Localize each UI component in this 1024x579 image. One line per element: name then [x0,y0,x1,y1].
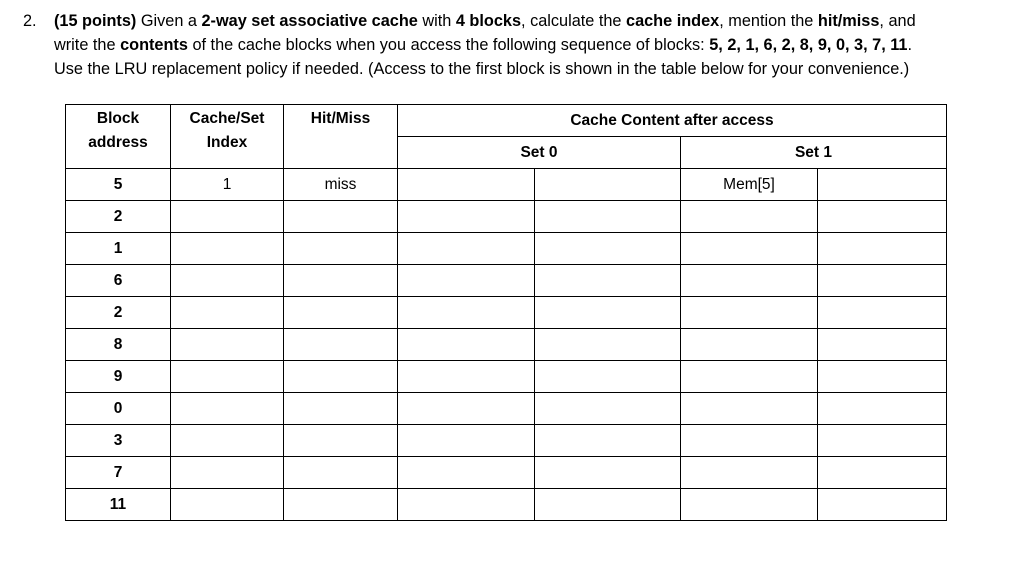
question-bold-text: cache index [626,12,720,30]
set0-way0-cell [398,169,535,201]
header-index-line1: Cache/Set [189,110,265,127]
header-block-address [66,105,171,169]
block-address-cell: 8 [66,329,171,361]
set1-way1-cell [818,201,947,233]
question-bold-text: 5, 2, 1, 6, 2, 8, 9, 0, 3, 7, 11 [709,36,908,54]
hit-miss-cell [284,425,398,457]
table-row [66,297,947,329]
table-row [66,457,947,489]
set0-way1-cell [535,457,681,489]
table-row [66,265,947,297]
question-text [54,9,1014,81]
header-cache-set-index [171,105,284,169]
question-line [54,9,1014,33]
set1-way0-cell: Mem[5] [681,169,818,201]
set0-way0-cell [398,233,535,265]
hit-miss-cell: miss [284,169,398,201]
set0-way0-cell [398,265,535,297]
set0-way0-cell [398,489,535,521]
header-index-line2: Index [206,134,248,151]
cache-index-cell [171,233,284,265]
cache-index-cell [171,393,284,425]
question-text-segment: of the cache blocks when you access the following sequence of blocks: [187,36,710,54]
set0-way1-cell [535,233,681,265]
block-address-cell: 7 [66,457,171,489]
hit-miss-cell [284,233,398,265]
question-text-segment: write the [54,36,121,54]
question-number: 2. [23,12,37,30]
question-bold-text: 2-way set associative cache [201,12,418,30]
block-address-cell: 3 [66,425,171,457]
hit-miss-cell [284,329,398,361]
block-address-cell: 6 [66,265,171,297]
set1-way1-cell [818,425,947,457]
set1-way1-cell [818,329,947,361]
question-text-segment: Given a [136,12,202,30]
block-address-cell: 9 [66,361,171,393]
table-row [66,329,947,361]
set1-way1-cell [818,393,947,425]
header-hit-miss: Hit/Miss [284,105,398,169]
set1-way0-cell [681,425,818,457]
cache-index-cell [171,265,284,297]
block-address-cell: 5 [66,169,171,201]
set0-way1-cell [535,169,681,201]
cache-index-cell: 1 [171,169,284,201]
set1-way0-cell [681,233,818,265]
question-text-segment: Use the LRU replacement policy if needed. (Access to the first block is shown in the table below for your convenience.) [54,60,910,78]
cache-index-cell [171,457,284,489]
header-set0: Set 0 [398,137,681,169]
table-row [66,393,947,425]
cache-index-cell [171,489,284,521]
set0-way0-cell [398,361,535,393]
block-address-cell: 2 [66,201,171,233]
set0-way0-cell [398,329,535,361]
cache-index-cell [171,297,284,329]
question-text-segment: , and [879,12,916,30]
hit-miss-cell [284,393,398,425]
set0-way0-cell [398,297,535,329]
hit-miss-cell [284,361,398,393]
set1-way1-cell [818,233,947,265]
set0-way1-cell [535,201,681,233]
set0-way1-cell [535,265,681,297]
set1-way1-cell [818,169,947,201]
hit-miss-cell [284,489,398,521]
question-text-segment: , calculate the [521,12,627,30]
table-row [66,489,947,521]
question-bold-text: hit/miss [817,12,880,30]
set1-way0-cell [681,393,818,425]
header-cache-content: Cache Content after access [398,105,947,137]
set0-way0-cell [398,201,535,233]
cache-index-cell [171,329,284,361]
table-row [66,201,947,233]
hit-miss-cell [284,201,398,233]
set1-way0-cell [681,489,818,521]
set0-way1-cell [535,329,681,361]
table-row [66,425,947,457]
block-address-cell: 11 [66,489,171,521]
header-block-address-line2: address [88,134,148,151]
set1-way0-cell [681,297,818,329]
set0-way1-cell [535,297,681,329]
block-address-cell: 0 [66,393,171,425]
question-text-segment: , mention the [719,12,818,30]
set0-way0-cell [398,457,535,489]
set1-way0-cell [681,201,818,233]
set0-way0-cell [398,393,535,425]
table-row [66,169,947,201]
header-set1: Set 1 [681,137,947,169]
set1-way1-cell [818,489,947,521]
set1-way1-cell [818,457,947,489]
question-line [54,57,1014,81]
question-bold-text: contents [120,36,188,54]
header-block-address-line1: Block [96,110,140,127]
block-address-cell: 1 [66,233,171,265]
set1-way0-cell [681,457,818,489]
table-row [66,361,947,393]
set0-way1-cell [535,361,681,393]
question-bold-text: 4 blocks [455,12,522,30]
set0-way1-cell [535,393,681,425]
set1-way0-cell [681,265,818,297]
question-text-segment: . [907,36,912,54]
block-address-cell: 2 [66,297,171,329]
set1-way1-cell [818,361,947,393]
table-row [66,233,947,265]
hit-miss-cell [284,457,398,489]
cache-index-cell [171,361,284,393]
set1-way1-cell [818,265,947,297]
hit-miss-cell [284,297,398,329]
cache-table [65,104,947,521]
set0-way0-cell [398,425,535,457]
question-bold-text: (15 points) [54,12,137,30]
set1-way0-cell [681,329,818,361]
table-body [66,169,947,521]
set0-way1-cell [535,489,681,521]
hit-miss-cell [284,265,398,297]
set1-way0-cell [681,361,818,393]
question-text-segment: with [417,12,456,30]
question-line [54,33,1014,57]
cache-index-cell [171,201,284,233]
set1-way1-cell [818,297,947,329]
set0-way1-cell [535,425,681,457]
cache-index-cell [171,425,284,457]
